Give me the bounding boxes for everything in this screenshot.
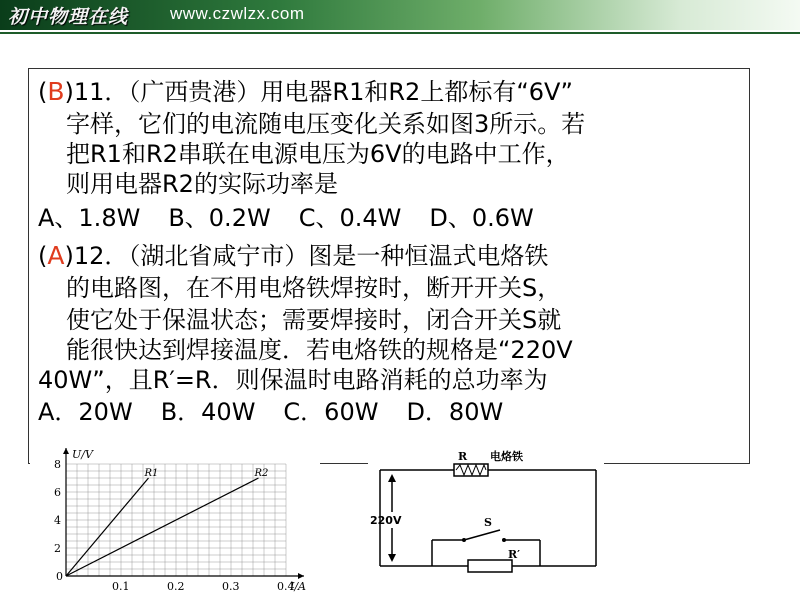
q11-stem: )11．（广西贵港）用电器R1和R2上都标有“6V”	[64, 78, 573, 106]
switch-pivot	[462, 538, 466, 542]
y-tick-label: 6	[54, 486, 61, 499]
q11-line2: 字样，它们的电流随电压变化关系如图3所示。若	[66, 110, 586, 138]
q12-options	[38, 396, 531, 428]
q12-option-c: C．60W	[283, 398, 379, 426]
q12-option-a: A．20W	[38, 398, 133, 426]
q11-line1: (B)11．（广西贵港）用电器R1和R2上都标有“6V”	[38, 77, 573, 106]
x-tick-label: 0.2	[167, 580, 185, 593]
q11-line3: 把R1和R2串联在电源电压为6V的电路中工作，	[66, 140, 570, 168]
y-tick-label: 4	[54, 514, 61, 527]
q11-options	[38, 202, 562, 234]
site-url: www.czwlzx.com	[170, 4, 305, 23]
q12-option-d: D．80W	[406, 398, 504, 426]
x-tick-label: 0.1	[112, 580, 130, 593]
q12-line5: 40W”，且R′=R．则保温时电路消耗的总功率为	[38, 366, 548, 394]
q11-answer: B	[47, 77, 65, 106]
q11-option-a: A、1.8W	[38, 204, 141, 232]
q12-line4: 能很快达到焊接温度．若电烙铁的规格是“220V	[66, 336, 573, 364]
y-tick-label: 8	[54, 458, 61, 471]
ui-chart-svg	[30, 440, 320, 600]
q12-answer: A	[47, 241, 65, 270]
q12-stem: )12．（湖北省咸宁市）图是一种恒温式电烙铁	[64, 242, 549, 270]
q11-option-d: D、0.6W	[429, 204, 534, 232]
switch-label: S	[484, 516, 492, 529]
x-tick-label: 0.3	[222, 580, 240, 593]
y-tick-label: 2	[54, 542, 61, 555]
series-label-r2: R2	[254, 468, 269, 479]
origin-label: 0	[56, 570, 63, 583]
device-label: 电烙铁	[490, 450, 523, 463]
circuit-diagram	[368, 442, 604, 576]
header-divider	[0, 32, 800, 34]
ui-chart	[30, 440, 320, 600]
heater-coil	[456, 465, 486, 475]
switch-blade	[464, 530, 500, 540]
y-axis-arrow	[63, 448, 69, 454]
voltage-label: 220V	[370, 514, 402, 527]
resistor-label: R	[458, 450, 468, 463]
switch-contact	[502, 538, 506, 542]
q12-line3: 使它处于保温状态；需要焊接时，闭合开关S就	[66, 306, 562, 334]
q12-option-b: B．40W	[160, 398, 256, 426]
header-bar	[0, 0, 800, 30]
voltage-arrowhead-top	[388, 474, 396, 482]
x-axis-label: I/A	[290, 580, 306, 593]
voltage-arrowhead-bottom	[388, 554, 396, 562]
resistor-r-prime	[468, 560, 512, 572]
q11-line4: 则用电器R2的实际功率是	[66, 170, 338, 198]
resistor2-label: R′	[508, 548, 521, 561]
x-axis-arrow	[298, 573, 304, 579]
q12-line1: (A)12．（湖北省咸宁市）图是一种恒温式电烙铁	[38, 241, 549, 270]
q12-line2: 的电路图，在不用电烙铁焊按时，断开开关S，	[66, 274, 562, 302]
x-tick-label: 0.4	[277, 580, 295, 593]
circuit-svg	[368, 442, 604, 576]
q11-option-c: C、0.4W	[298, 204, 402, 232]
series-label-r1: R1	[144, 468, 159, 479]
q11-option-b: B、0.2W	[168, 204, 271, 232]
y-axis-label: U/V	[72, 448, 93, 461]
site-logo: 初中物理在线	[8, 6, 129, 28]
